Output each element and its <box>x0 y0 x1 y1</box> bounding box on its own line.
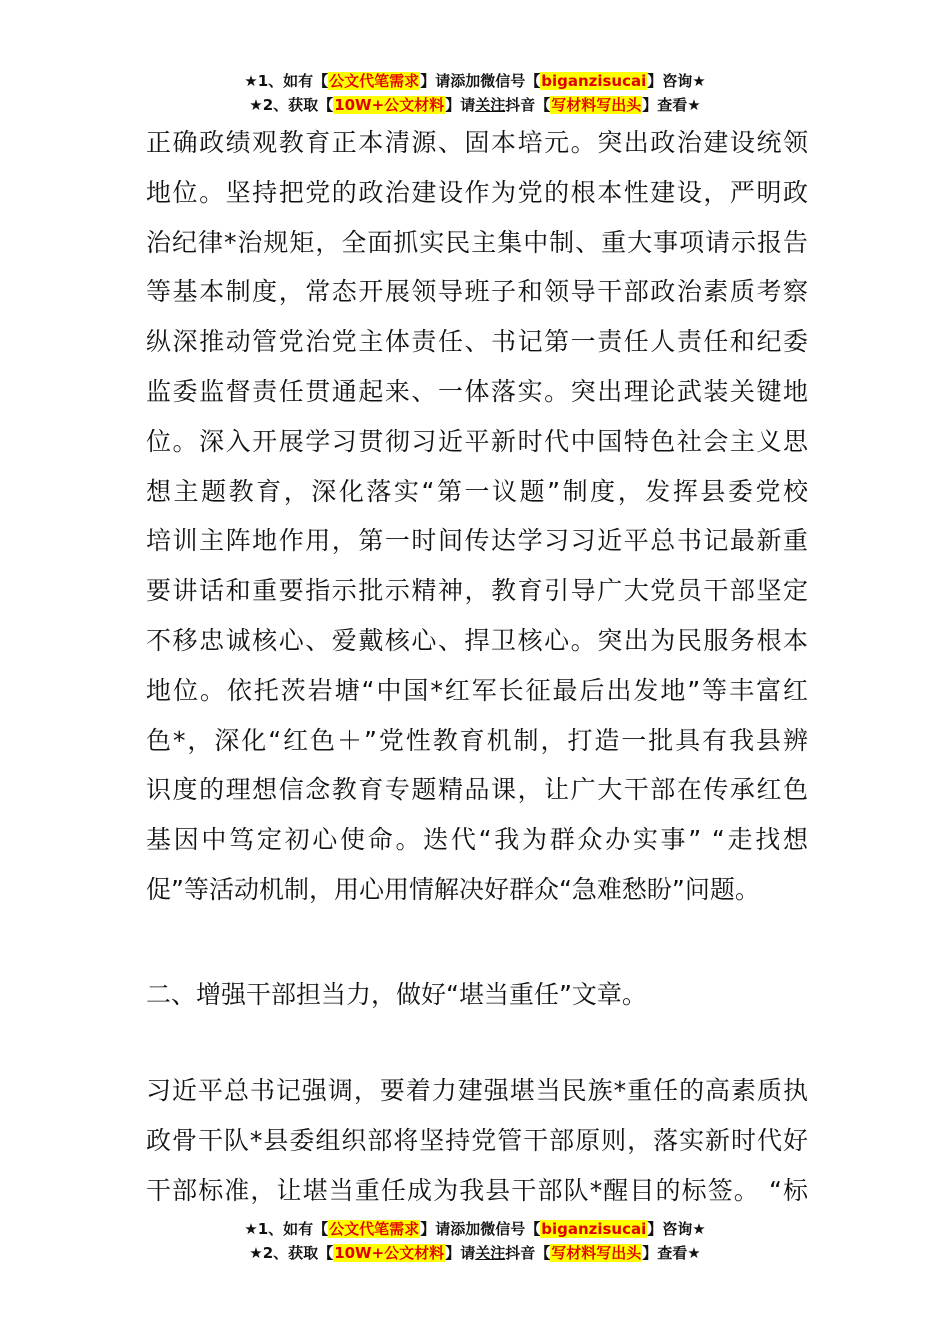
banner-text: 】查看★ <box>642 96 701 114</box>
banner-highlight-materials: 10W+公文材料 <box>334 1244 445 1262</box>
banner-highlight-douyin: 写材料写出头 <box>551 1244 642 1262</box>
top-banner <box>0 69 950 117</box>
banner-highlight-materials: 10W+公文材料 <box>334 96 445 114</box>
text-line: 促”等活动机制，用心用情解决好群众“急难愁盼”问题。 <box>146 874 760 904</box>
banner-highlight-wechat: biganzisucai <box>541 1220 647 1238</box>
text-line: 地位。坚持把党的政治建设作为党的根本性建设，严明政 <box>146 177 808 207</box>
banner-line-2 <box>0 93 950 117</box>
bottom-banner <box>0 1217 950 1265</box>
text-line: 基因中笃定初心使命。迭代“我为群众办实事” “走找想 <box>146 825 808 855</box>
banner-highlight-wechat: biganzisucai <box>541 72 647 90</box>
text-line: 想主题教育，深化落实“第一议题”制度，发挥县委党校 <box>146 476 808 506</box>
banner-text: 】请 <box>445 1244 476 1262</box>
banner-text: 】请添加微信号【 <box>420 1220 541 1238</box>
text-line: 等基本制度，常态开展领导班子和领导干部政治素质考察 <box>146 277 808 307</box>
text-line: 习近平总书记强调，要着力建强堪当民族*重任的高素质执 <box>146 1076 808 1105</box>
banner-text: ★1、如有【 <box>244 1220 329 1238</box>
banner-highlight-service: 公文代笔需求 <box>329 72 420 90</box>
text-line: 位。深入开展学习贯彻习近平新时代中国特色社会主义思 <box>146 426 808 456</box>
text-line: 不移忠诚核心、爱戴核心、捍卫核心。突出为民服务根本 <box>146 625 808 655</box>
banner-line-2 <box>0 1241 950 1265</box>
banner-text: 】查看★ <box>642 1244 701 1262</box>
text-line: 治纪律*治规矩，全面抓实民主集中制、重大事项请示报告 <box>146 227 808 257</box>
text-line: 干部标准，让堪当重任成为我县干部队*醒目的标签。 “标 <box>146 1175 808 1205</box>
banner-text: 抖音【 <box>505 96 551 114</box>
text-line: 识度的理想信念教育专题精品课，让广大干部在传承红色 <box>146 775 808 805</box>
text-line: 培训主阵地作用，第一时间传达学习习近平总书记最新重 <box>146 526 808 556</box>
banner-highlight-douyin: 写材料写出头 <box>551 96 642 114</box>
banner-text: 】请 <box>445 96 476 114</box>
section-heading-2: 二、增强干部担当力，做好“堪当重任”文章。 <box>146 980 647 1009</box>
banner-highlight-service: 公文代笔需求 <box>329 1220 420 1238</box>
text-line: 要讲话和重要指示批示精神，教育引导广大党员干部坚定 <box>146 576 808 606</box>
banner-underlined: 关注 <box>475 96 506 114</box>
banner-text: ★2、获取【 <box>249 96 334 114</box>
text-line: 监委监督责任贯通起来、一体落实。突出理论武装关键地 <box>146 376 808 406</box>
banner-line-1 <box>0 69 950 93</box>
banner-underlined: 关注 <box>475 1244 506 1262</box>
banner-line-1 <box>0 1217 950 1241</box>
banner-text: ★1、如有【 <box>244 72 329 90</box>
banner-text: ★2、获取【 <box>249 1244 334 1262</box>
text-line: 政骨干队*县委组织部将坚持党管干部原则，落实新时代好 <box>146 1125 808 1155</box>
text-line: 正确政绩观教育正本清源、固本培元。突出政治建设统领 <box>146 128 808 157</box>
paragraph-1 <box>146 118 808 915</box>
text-line: 地位。依托茨岩塘“中国*红军长征最后出发地”等丰富红 <box>146 675 808 705</box>
text-line: 色*，深化“红色＋”党性教育机制，打造一批具有我县辨 <box>146 725 808 755</box>
banner-text: 】请添加微信号【 <box>420 72 541 90</box>
banner-text: 】咨询★ <box>647 72 706 90</box>
text-line: 纵深推动管党治党主体责任、书记第一责任人责任和纪委 <box>146 327 808 357</box>
banner-text: 】咨询★ <box>647 1220 706 1238</box>
paragraph-2 <box>146 1066 808 1215</box>
banner-text: 抖音【 <box>505 1244 551 1262</box>
